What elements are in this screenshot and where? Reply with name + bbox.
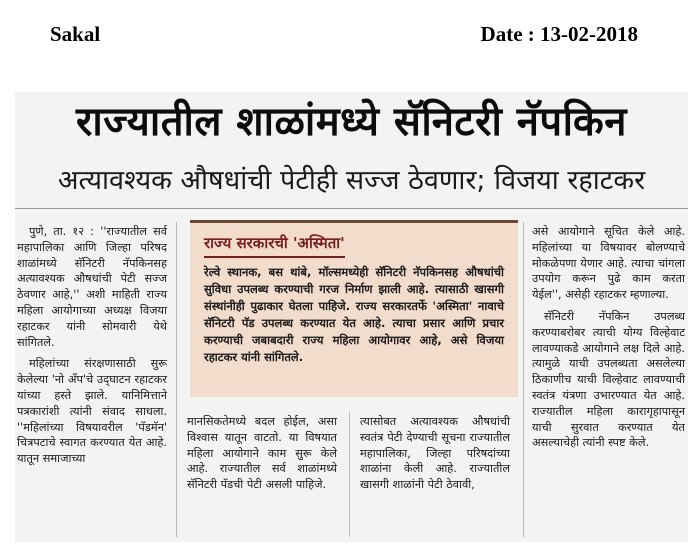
article-column-1 <box>17 224 167 473</box>
publication-date: Date : 13-02-2018 <box>480 22 638 46</box>
column-divider <box>523 222 524 537</box>
paragraph: असे आयोगाने सूचित केले आहे. महिलांच्या या विषयावर बोलण्याचे मोकळेपणा येणार आहे. त्याचा चांगला उपयोग करून पुढे काम करता येईल'', असेही रहाटकर म्हणाल्या. <box>532 225 685 302</box>
article-column-2 <box>187 414 337 499</box>
article-column-4 <box>532 224 685 457</box>
article-column-3 <box>360 414 510 499</box>
newspaper-source: Sakal <box>50 22 101 46</box>
paragraph: सॅनिटरी नॅपकिन उपलब्ध करण्याबरोबर त्याची योग्य विल्हेवाट लावण्याकडे आयोगाने लक्ष दिले आहे. त्यामुळे याची उपलब्धता असलेल्या ठिकाणीच याची विल्हेवाट लावण्याची स्वतंत्र यंत्रणा उभारण्यात येत आहे. राज्यातील महिला कारागृहापासून याची सुरवात करण्यात येत असल्याचेही त्यांनी स्पष्ट केले. <box>532 309 685 450</box>
article-subheadline: अत्यावश्यक औषधांची पेटीही सज्ज ठेवणार; विजया रहाटकर <box>57 165 646 196</box>
box-body: रेल्वे स्थानक, बस थांबे, मॉल्समध्येही सॅनिटरी नॅपकिनसह औषधांची सुविधा उपलब्ध करण्याची गरज निर्माण झाली आहे. त्यासाठी खासगी संस्थांनीही पुढाकार घेतला पाहिजे. राज्य सरकारतर्फे 'अस्मिता' नावाचे सॅनिटरी पॅड उपलब्ध करण्यात येत आहे. त्याचा प्रसार आणि प्रचार करण्याची जबाबदारी राज्य महिला आयोगावर आहे, असे विजया रहाटकर यांनी सांगितले. <box>204 265 504 364</box>
column-divider <box>176 222 177 537</box>
paragraph: मानसिकतेमध्ये बदल होईल, असा विश्वास यातून वाटतो. या विषयात महिला आयोगाने काम सुरू केले आहे. राज्यातील सर्व शाळांमध्ये सॅनिटरी पॅडची पेटी असली पाहिजे. <box>187 415 337 492</box>
paragraph: त्यासोबत अत्यावश्यक औषधांची स्वतंत्र पेटी देण्याची सूचना राज्यातील महापालिका, जिल्हा परिषदांच्या शाळांना केली आहे. राज्यातील खासगी शाळांनी पेटी ठेवावी, <box>360 415 510 492</box>
newspaper-clipping <box>15 92 688 542</box>
highlight-box <box>190 220 518 397</box>
article-headline: राज्यातील शाळांमध्ये सॅनिटरी नॅपकिन <box>76 99 627 145</box>
box-title: राज्य सरकारची 'अस्मिता' <box>204 233 345 258</box>
headline-divider <box>15 208 688 209</box>
column-divider <box>349 412 350 537</box>
paragraph: महिलांच्या संरक्षणासाठी सुरू केलेल्या 'नो अँप'चे उद्‌घाटन रहाटकर यांच्या हस्ते झाले. यानिमित्ताने पत्रकारांशी त्यांनी संवाद साधला. ''महिलांच्या विषयावरील 'पॅडमॅन' चित्रपटाचे स्वागत करण्यात येत आहे. यातून समाजाच्या <box>17 357 167 466</box>
paragraph: पुणे, ता. १२ : ''राज्यातील सर्व महापालिका आणि जिल्हा परिषद शाळांमध्ये सॅनिटरी नॅपकिनसह अत्यावश्यक औषधांची पेटी सज्ज ठेवणार आहे,'' अशी माहिती राज्य महिला आयोगाच्या अध्यक्ष विजया रहाटकर यांनी सोमवारी येथे सांगितले. <box>17 225 167 349</box>
